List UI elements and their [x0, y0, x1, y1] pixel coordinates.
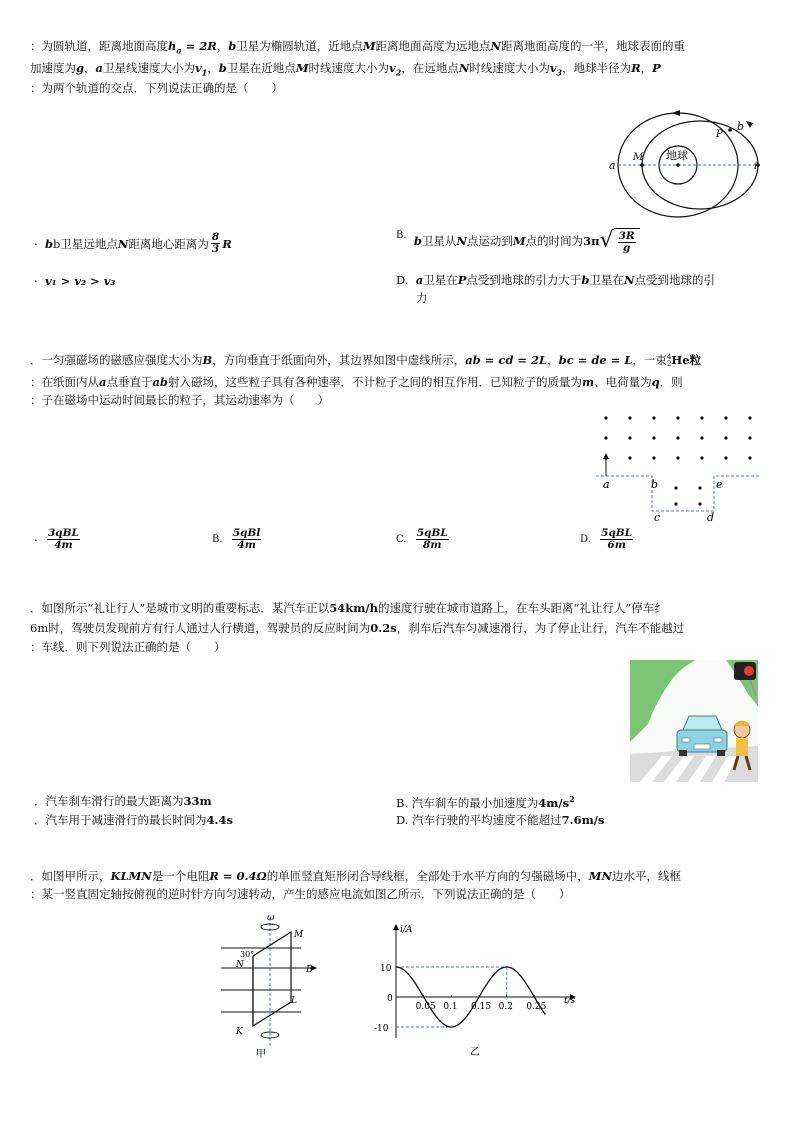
label-c: c — [654, 511, 661, 524]
field-dot — [628, 416, 631, 419]
field-dot — [724, 416, 727, 419]
point-P-dot — [728, 128, 732, 132]
q3-option-A[interactable]: ．汽车刹车滑行的最大距离为33m — [34, 794, 212, 808]
chart-ylabel: i/A — [400, 925, 413, 935]
orbit-arrow-top — [672, 110, 680, 116]
q1-orbit-diagram — [600, 100, 770, 220]
field-dot — [698, 502, 701, 505]
field-dot — [676, 416, 679, 419]
field-dot — [676, 456, 679, 459]
q3-illustration — [630, 660, 758, 782]
label-B: B — [306, 965, 313, 975]
label-b: b — [737, 120, 745, 133]
q3-stem-line3: ：车线．则下列说法正确的是（ ） — [30, 640, 226, 654]
q1-option-D[interactable]: D. a卫星在P点受到地球的引力大于b卫星在N点受到地球的引 — [396, 273, 715, 287]
field-dot — [698, 486, 701, 489]
q2-option-D[interactable]: D. $\frac{\text{5qBL}}{6m}$ — [580, 527, 633, 551]
label-K: K — [236, 1027, 243, 1037]
q3-option-B[interactable]: B. 汽车刹车的最小加速度为$4m/s^2$ — [396, 794, 575, 810]
q1-option-C[interactable]: · v₁ > v₂ > v₃ — [34, 274, 116, 288]
field-dot — [628, 436, 631, 439]
q1-stem-line2: 加速度为g，a卫星线速度大小为$v_1$，b卫星在近地点M时线速度大小为$v_2$，在远地点N时线速度大小为$v_3$，地球半径为R，P — [30, 61, 661, 78]
field-dot — [604, 436, 607, 439]
q4-figure-jia — [215, 910, 325, 1060]
chart-xtick-label: 0.1 — [443, 1002, 458, 1012]
label-N: i — [754, 161, 758, 172]
q3-option-C[interactable]: ．汽车用于减速滑行的最长时间为4.4s — [34, 813, 233, 827]
chart-xtick-label: 0.25 — [526, 1002, 547, 1012]
q1-stem-line1: ：为圆轨道，距离地面高度$h_a = 2R$，b卫星为椭圆轨道，近地点M距离地面高度为远地点N距离地面高度的一半，地球表面的重 — [30, 39, 686, 56]
q2-stem-line2: ：在纸面内从a点垂直于ab射入磁场，这些粒子具有各种速率．不计粒子之间的相互作用．已知粒子的质量为m、电荷量为q．则 — [30, 375, 683, 389]
q2-option-C[interactable]: C. $\frac{\text{5qBL}}{8m}$ — [396, 527, 448, 551]
chart-ytick-zero: 0 — [387, 994, 393, 1004]
caption-yi: 乙 — [470, 1047, 480, 1058]
label-e: e — [716, 478, 723, 491]
field-dot — [676, 436, 679, 439]
q3-stem-line2: 6m时，驾驶员发现前方有行人通过人行横道，驾驶员的反应时间为0.2s，刹车后汽车匀减速滑行，为了停止让行，汽车不能越过 — [30, 621, 685, 635]
earth-center-dot — [676, 163, 680, 167]
chart-ytick-pos: 10 — [380, 964, 392, 974]
field-dot — [652, 456, 655, 459]
field-dot — [674, 486, 677, 489]
field-dot — [652, 436, 655, 439]
q4-figure-yi-chart — [360, 910, 590, 1060]
q3-option-D[interactable]: D. 汽车行驶的平均速度不能超过7.6m/s — [396, 813, 605, 827]
q1-option-A[interactable]: · b b卫星远地点 N 距离地心距离为 $\frac{8}{3}$ R — [34, 231, 232, 255]
q1-stem-line3: ：为两个轨道的交点．下列说法正确的是（ ） — [30, 81, 283, 95]
q2-stem-line3: ：子在磁场中运动时间最长的粒子，其运动速率为（ ） — [30, 393, 329, 407]
q3-stem-line1: ．如图所示“礼让行人”是城市文明的重要标志．某汽车正以54km/h的速度行驶在城市道路上，在车头距离“礼让行人”停车纟 — [30, 601, 666, 615]
field-dot — [700, 416, 703, 419]
label-a: a — [609, 159, 616, 172]
field-dot — [700, 436, 703, 439]
label-L: L — [291, 996, 297, 1006]
field-dot — [748, 456, 751, 459]
chart-xtick-label: 0.05 — [415, 1002, 436, 1012]
point-M-dot — [640, 163, 644, 167]
label-M: M — [294, 930, 304, 940]
field-dot — [604, 416, 607, 419]
chart-xtick-label: 0.2 — [498, 1002, 513, 1012]
field-dot — [700, 456, 703, 459]
q2-option-B[interactable]: B. $\frac{\text{5qBl}}{4m}$ — [212, 527, 261, 551]
field-dot — [674, 502, 677, 505]
field-dot — [652, 416, 655, 419]
label-b: b — [651, 478, 659, 491]
label-d: d — [707, 511, 715, 524]
label-P: P — [716, 129, 723, 140]
q1-option-D-cont: 力 — [416, 291, 428, 305]
q4-stem-line2: ：某一竖直固定轴按俯视的逆时针方向匀速转动，产生的感应电流如图乙所示．下列说法正确的是（ ） — [30, 887, 571, 901]
label-M: M — [633, 152, 644, 163]
field-dot — [628, 456, 631, 459]
label-omega: ω — [267, 913, 275, 923]
chart-ytick-neg: -10 — [374, 1024, 389, 1034]
boundary-dashed — [596, 476, 760, 511]
chart-xlabel: t/s — [564, 996, 576, 1006]
chart-xtick-label: 0.15 — [471, 1002, 492, 1012]
field-dot — [724, 456, 727, 459]
field-dots — [604, 416, 751, 505]
q4-stem-line1: ．如图甲所示，KLMN是一个电阻R = 0.4Ω的单匝竖直矩形闭合导线框，全部处于水平方向的匀强磁场中，MN边水平，线框 — [30, 869, 682, 883]
label-earth: 地球 — [666, 149, 688, 162]
q2-stem-line1: ．一匀强磁场的磁感应强度大小为B，方向垂直于纸面向外，其边界如图中虚线所示，ab = cd = 2L，bc = de = L，一束 4 2 He粒 — [30, 353, 702, 368]
field-dot — [748, 436, 751, 439]
chart-y-axis-arrow — [393, 924, 399, 930]
q2-option-A[interactable]: · $\frac{\text{3qBL}}{4m}$ — [34, 527, 79, 551]
field-dot — [748, 416, 751, 419]
label-a: a — [603, 478, 610, 491]
q2-field-diagram — [590, 408, 770, 528]
caption-jia: 甲 — [256, 1049, 266, 1060]
q1-option-B[interactable]: B. b 卫星从 N 点运动到 M 点的时间为 3π √ $\frac{3R}{g}$ — [396, 228, 640, 254]
particle-arrow-head — [603, 453, 609, 459]
label-30deg: 30° — [240, 950, 255, 959]
label-N: N — [236, 960, 244, 970]
field-dot — [724, 436, 727, 439]
orbit-arrow-right — [746, 121, 753, 128]
